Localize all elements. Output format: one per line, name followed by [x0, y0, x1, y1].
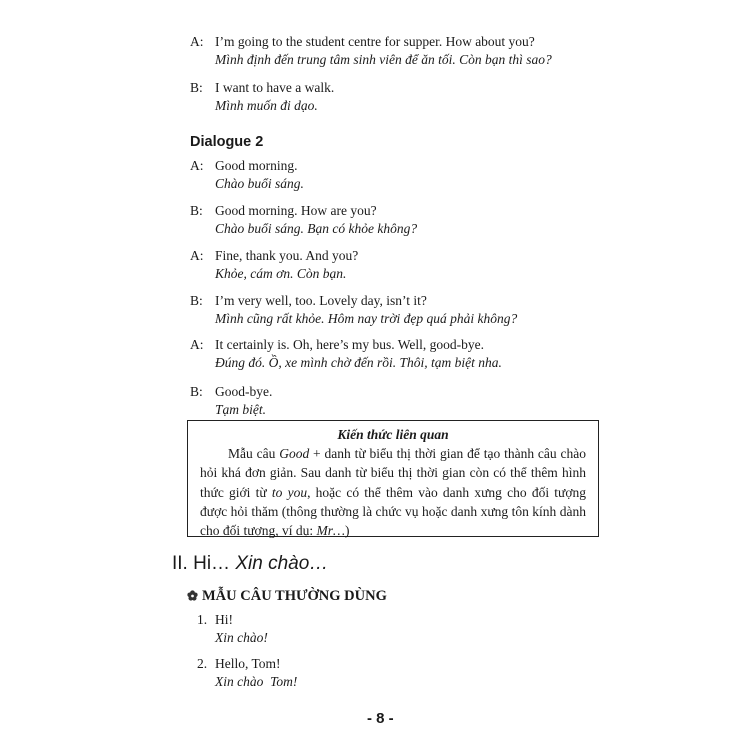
- speaker-label: A:: [190, 158, 204, 173]
- section-label-vi: Xin chào…: [235, 553, 329, 574]
- related-knowledge-box: [187, 420, 599, 537]
- english-line: Good morning.: [215, 158, 298, 173]
- common-phrases-label: MẪU CÂU THƯỜNG DÙNG: [202, 588, 387, 604]
- speaker-label: B:: [190, 293, 203, 308]
- vietnamese-line: Chào buổi sáng. Bạn có khỏe không?: [215, 221, 418, 236]
- common-phrases-heading: [187, 588, 387, 605]
- page-number: - 8 -: [367, 710, 394, 727]
- vietnamese-line: Mình định đến trung tâm sinh viên để ăn tối. Còn bạn thì sao?: [215, 52, 552, 67]
- phrase-number: 2.: [197, 656, 208, 671]
- phrase-number: 1.: [197, 612, 208, 627]
- info-emphasis: to you: [271, 484, 308, 500]
- english-line: Good-bye.: [215, 384, 273, 399]
- speaker-label: B:: [190, 80, 203, 95]
- dialogue-2-title: Dialogue 2: [190, 134, 264, 150]
- english-line: Fine, thank you. And you?: [215, 248, 359, 263]
- vietnamese-line: Khỏe, cám ơn. Còn bạn.: [215, 266, 347, 281]
- vietnamese-line: Đúng đó. Ồ, xe mình chờ đến rồi. Thôi, tạm biệt nha.: [215, 355, 502, 370]
- speaker-label: A:: [190, 248, 204, 263]
- english-line: I’m very well, too. Lovely day, isn’t it?: [215, 293, 427, 308]
- vietnamese-line: Chào buổi sáng.: [215, 176, 304, 191]
- english-line: It certainly is. Oh, here’s my bus. Well, good-bye.: [215, 337, 484, 352]
- english-phrase: Hi!: [215, 612, 233, 627]
- vietnamese-line: Mình cũng rất khỏe. Hôm nay trời đẹp quá phải không?: [215, 311, 518, 326]
- info-box-title: Kiến thức liên quan: [337, 427, 449, 442]
- info-text: ): [344, 523, 350, 539]
- vietnamese-phrase: Xin chào!: [215, 630, 268, 645]
- vietnamese-line: Mình muốn đi dạo.: [215, 98, 318, 113]
- speaker-label: A:: [190, 34, 204, 49]
- flower-bullet-icon: [187, 590, 198, 601]
- english-line: I’m going to the student centre for supper. How about you?: [215, 34, 535, 49]
- speaker-label: A:: [190, 337, 204, 352]
- vietnamese-line: Tạm biệt.: [215, 402, 267, 417]
- section-heading: [172, 553, 328, 575]
- speaker-label: B:: [190, 203, 203, 218]
- english-line: Good morning. How are you?: [215, 203, 377, 218]
- vietnamese-phrase: Xin chào Tom!: [215, 674, 298, 689]
- info-text: Mẫu câu: [228, 446, 280, 461]
- info-emphasis: Good: [279, 446, 310, 461]
- info-text: , hoặc có thể thêm vào danh xưng cho đối tượng được hỏi thăm (thông thường là chức vụ hoặc danh xưng tôn kính dành cho đối tượng, ví dụ:: [200, 484, 586, 539]
- english-line: I want to have a walk.: [215, 80, 335, 95]
- speaker-label: B:: [190, 384, 203, 399]
- info-emphasis: Mr…: [316, 523, 345, 539]
- section-label: II. Hi…: [172, 553, 231, 574]
- info-box-body: [200, 444, 586, 540]
- info-text: + danh từ biểu thị thời gian để tạo thành câu chào hỏi khá đơn giản. Sau danh từ biểu thị thời gian còn có thể thêm hình thức giới từ: [200, 446, 586, 500]
- english-phrase: Hello, Tom!: [215, 656, 281, 671]
